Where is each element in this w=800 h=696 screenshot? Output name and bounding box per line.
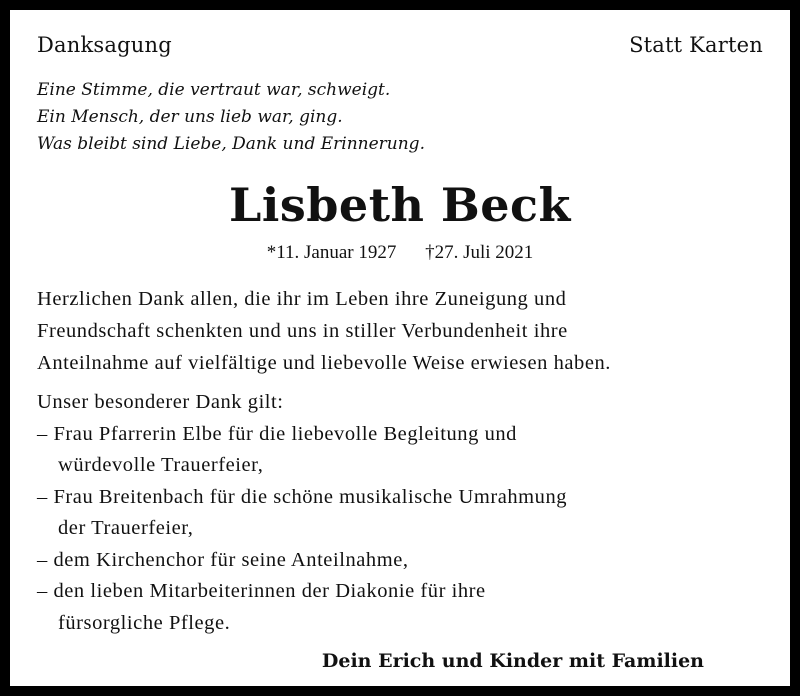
thanks-item-line: – dem Kirchenchor für seine Anteilnahme, — [37, 548, 409, 571]
thanks-item-line: – Frau Breitenbach für die schöne musikalische Umrahmung — [37, 485, 568, 508]
header-title: Danksagung — [37, 33, 172, 57]
message-line: Herzlichen Dank allen, die ihr im Leben ihre Zuneigung und — [37, 288, 567, 310]
special-thanks — [37, 387, 787, 639]
poem-line: Ein Mensch, der uns lieb war, ging. — [37, 107, 343, 127]
thanks-item-line: fürsorgliche Pflege. — [58, 611, 231, 634]
poem — [37, 77, 425, 158]
thank-you-message — [37, 283, 787, 379]
thanks-item-line: – den lieben Mitarbeiterinnen der Diakonie für ihre — [37, 580, 486, 602]
thanks-item-line: – Frau Pfarrerin Elbe für die liebevolle Begleitung und — [37, 422, 517, 445]
thanks-item-line: der Trauerfeier, — [58, 517, 194, 539]
life-dates — [10, 242, 790, 264]
poem-line: Eine Stimme, die vertraut war, schweigt. — [37, 80, 391, 100]
deceased-name: Lisbeth Beck — [229, 178, 571, 232]
signature: Dein Erich und Kinder mit Familien — [321, 650, 704, 672]
thanks-item-line: würdevolle Trauerfeier, — [58, 454, 264, 476]
message-line: Freundschaft schenkten und uns in stiller Verbundenheit ihre — [37, 320, 568, 342]
poem-line: Was bleibt sind Liebe, Dank und Erinnerung. — [37, 134, 425, 154]
birth-date: *11. Januar 1927 — [266, 242, 397, 263]
thanks-intro: Unser besonderer Dank gilt: — [37, 391, 284, 413]
message-line: Anteilnahme auf vielfältige und liebevolle Weise erwiesen haben. — [37, 352, 611, 374]
death-date: †27. Juli 2021 — [425, 242, 534, 263]
header-note: Statt Karten — [629, 33, 763, 57]
